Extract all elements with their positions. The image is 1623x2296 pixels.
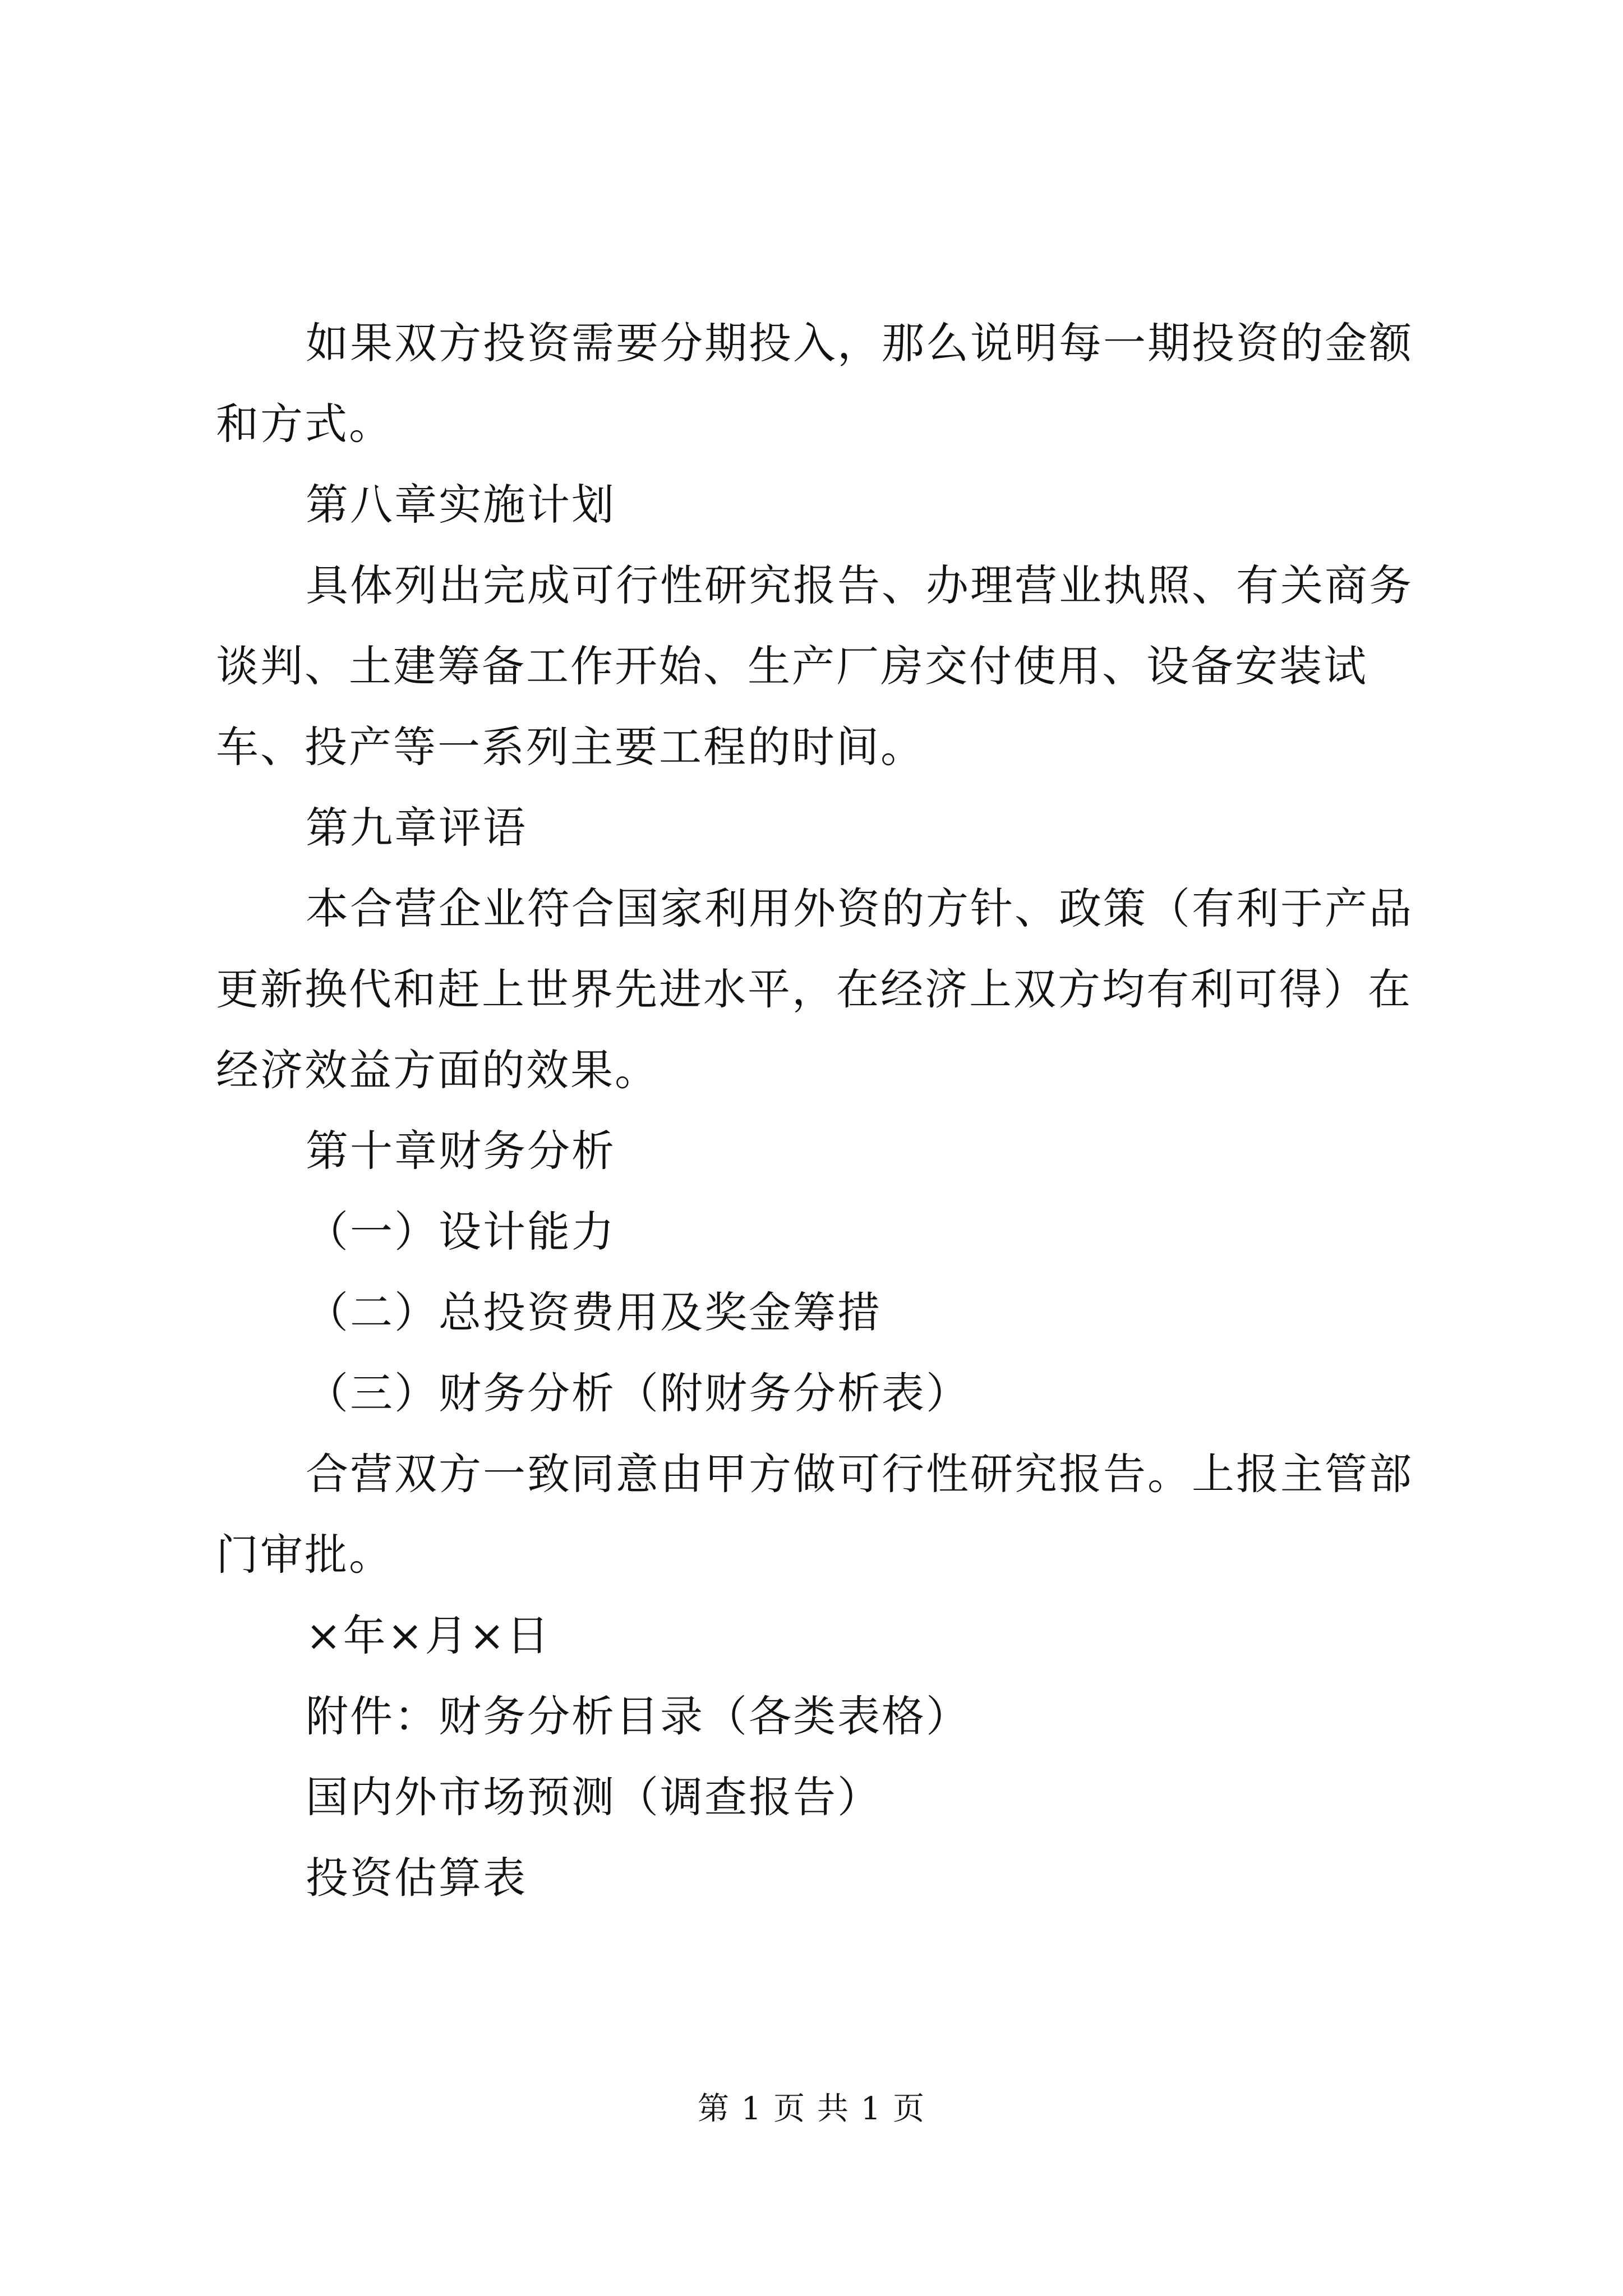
attachment-market-forecast: 国内外市场预测（调查报告） (306, 1772, 882, 1822)
paragraph-evaluation: 本合营企业符合国家利用外资的方针、政策（有利于产品更新换代和赶上世界先进水平，在经济上双方均有利可得）在经济效益方面的效果。 (216, 884, 1413, 1095)
list-item-design-capacity: （一）设计能力 (306, 1207, 616, 1257)
document-body (216, 303, 1427, 1918)
paragraph-installment-investment: 如果双方投资需要分期投入，那么说明每一期投资的金额和方式。 (216, 318, 1413, 449)
heading-chapter-10: 第十章财务分析 (306, 1126, 616, 1176)
list-item-total-investment: （二）总投资费用及奖金筹措 (306, 1287, 882, 1337)
paragraph-implementation-plan: 具体列出完成可行性研究报告、办理营业执照、有关商务谈判、土建筹备工作开始、生产厂房交付使用、设备安装试车、投产等一系列主要工程的时间。 (216, 560, 1413, 772)
paragraph-agreement: 合营双方一致同意由甲方做可行性研究报告。上报主管部门审批。 (216, 1449, 1413, 1580)
list-item-financial-analysis: （三）财务分析（附财务分析表） (306, 1368, 970, 1418)
attachment-line: 附件：财务分析目录（各类表格） (306, 1691, 970, 1741)
attachment-investment-estimate: 投资估算表 (306, 1853, 527, 1903)
heading-chapter-8: 第八章实施计划 (306, 480, 616, 530)
heading-chapter-9: 第九章评语 (306, 803, 527, 853)
date-line: ×年×月×日 (306, 1611, 551, 1660)
page-footer: 第 1 页 共 1 页 (697, 2091, 926, 2127)
